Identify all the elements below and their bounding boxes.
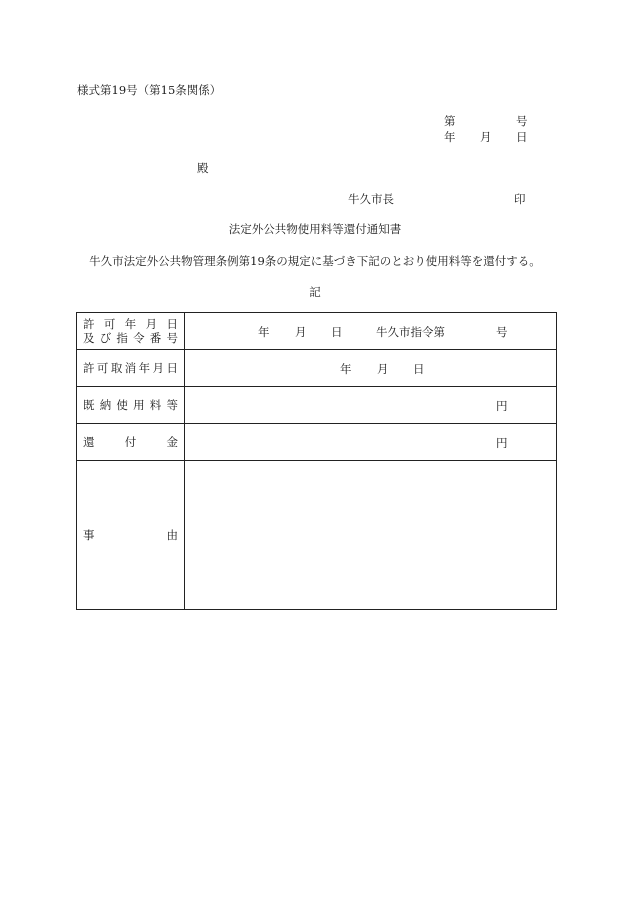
cancel-label-cell: [77, 350, 185, 387]
paid-fee-value-cell: [185, 387, 557, 424]
addressee-suffix: 殿: [197, 161, 209, 175]
number-suffix: 号: [516, 114, 528, 128]
refund-label-cell: [77, 424, 185, 461]
permit-year: 年: [258, 325, 270, 339]
issuer-name: 牛久市長: [348, 192, 394, 206]
refund-table: [76, 312, 557, 610]
reason-label: 事 由: [83, 528, 178, 542]
cancel-month: 月: [377, 362, 389, 376]
reason-value-cell: [185, 461, 557, 610]
document-number-line: [444, 113, 528, 129]
table-row: [77, 313, 557, 350]
refund-amount-label: 還 付 金: [83, 435, 178, 449]
paid-fee-label: 既 納 使 用 料 等: [83, 398, 178, 412]
permit-label-cell: [77, 313, 185, 350]
permit-month: 月: [295, 325, 307, 339]
document-title: 法定外公共物使用料等還付通知書: [228, 222, 402, 236]
refund-value-cell: [185, 424, 557, 461]
body-text: 牛久市法定外公共物管理条例第19条の規定に基づき下記のとおり使用料等を還付する。: [89, 254, 541, 268]
permit-date-label: 許 可 年 月 日: [83, 317, 178, 331]
table-row: [77, 461, 557, 610]
reason-label-cell: [77, 461, 185, 610]
directive-number-suffix: 号: [496, 325, 508, 339]
table-row: [77, 350, 557, 387]
cancel-value-cell: [185, 350, 557, 387]
cancel-date-label: 許 可 取 消 年 月 日: [83, 361, 178, 375]
directive-prefix: 牛久市指令第: [376, 325, 445, 339]
cancel-day: 日: [413, 362, 425, 376]
issue-date-line: [444, 129, 528, 145]
ki-heading: 記: [309, 285, 321, 299]
paid-fee-label-cell: [77, 387, 185, 424]
form-number-label: 様式第19号（第15条関係）: [77, 83, 222, 97]
date-month: 月: [480, 130, 492, 144]
table-row: [77, 387, 557, 424]
permit-value-cell: [185, 313, 557, 350]
date-year: 年: [444, 130, 456, 144]
number-prefix: 第: [444, 114, 456, 128]
refund-unit: 円: [496, 436, 508, 450]
table-row: [77, 424, 557, 461]
seal-mark: 印: [514, 192, 526, 206]
cancel-year: 年: [340, 362, 352, 376]
paid-fee-unit: 円: [496, 399, 508, 413]
permit-day: 日: [331, 325, 343, 339]
directive-number-label: 及 び 指 令 番 号: [83, 331, 178, 345]
date-day: 日: [516, 130, 528, 144]
